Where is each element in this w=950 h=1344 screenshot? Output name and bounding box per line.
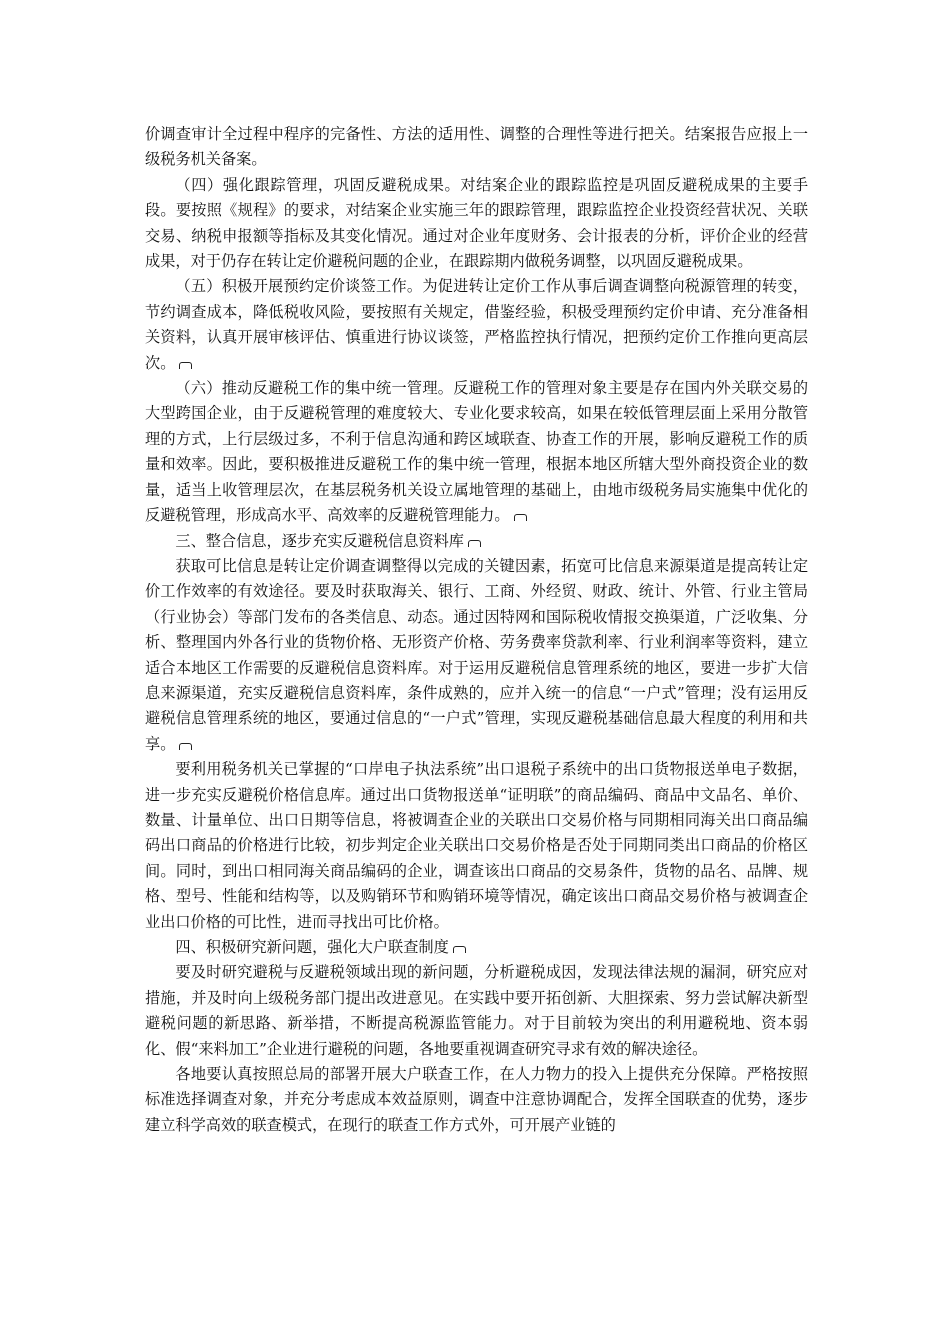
paragraph-mark-icon xyxy=(453,946,466,953)
paragraph-text: 各地要认真按照总局的部署开展大户联查工作，在人力物力的投入上提供充分保障。严格按照标准选择调查对象，并充分考虑成本效益原则，调查中注意协调配合，发挥全国联查的优势，逐步建立科学高效的联查模式，在现行的联查工作方式外，可开展产业链的 xyxy=(145,1065,808,1134)
paragraph xyxy=(145,173,808,275)
paragraph-mark-icon xyxy=(179,362,192,369)
paragraph-mark-icon xyxy=(468,540,481,547)
paragraph-text: 获取可比信息是转让定价调查调整得以完成的关键因素，拓宽可比信息来源渠道是提高转让定价工作效率的有效途径。要及时获取海关、银行、工商、外经贸、财政、统计、外管、行业主管局（行业协会）等部门发布的各类信息、动态。通过因特网和国际税收情报交换渠道，广泛收集、分析、整理国内外各行业的货物价格、无形资产价格、劳务费率贷款利率、行业利润率等资料，建立适合本地区工作需要的反避税信息资料库。对于运用反避税信息管理系统的地区，要进一步扩大信息来源渠道，充实反避税信息资料库，条件成熟的，应并入统一的信息“一户式”管理；没有运用反避税信息管理系统的地区，要通过信息的“一户式”管理，实现反避税基础信息最大程度的利用和共享。 xyxy=(145,556,808,753)
paragraph xyxy=(145,554,808,757)
paragraph xyxy=(145,1062,808,1138)
paragraph xyxy=(145,122,808,173)
document-body xyxy=(145,122,808,1138)
paragraph xyxy=(145,274,808,376)
paragraph-mark-icon xyxy=(179,743,192,750)
paragraph xyxy=(145,376,808,528)
section-heading-text: 四、积极研究新问题，强化大户联查制度 xyxy=(175,938,449,956)
paragraph-text: （六）推动反避税工作的集中统一管理。反避税工作的管理对象主要是存在国内外关联交易的大型跨国企业，由于反避税管理的难度较大、专业化要求较高，如果在较低管理层面上采用分散管理的方式，上行层级过多，不利于信息沟通和跨区域联查、协查工作的开展，影响反避税工作的质量和效率。因此，要积极推进反避税工作的集中统一管理，根据本地区所辖大型外商投资企业的数量，适当上收管理层次，在基层税务机关设立属地管理的基础上，由地市级税务局实施集中优化的反避税管理，形成高水平、高效率的反避税管理能力。 xyxy=(145,379,808,525)
paragraph-text: 价调查审计全过程中程序的完备性、方法的适用性、调整的合理性等进行把关。结案报告应报上一级税务机关备案。 xyxy=(145,125,808,169)
section-heading-text: 三、整合信息，逐步充实反避税信息资料库 xyxy=(175,531,464,550)
paragraph-text: （四）强化跟踪管理，巩固反避税成果。对结案企业的跟踪监控是巩固反避税成果的主要手段。要按照《规程》的要求，对结案企业实施三年的跟踪管理，跟踪监控企业投资经营状况、关联交易、纳税申报额等指标及其变化情况。通过对企业年度财务、会计报表的分析，评价企业的经营成果，对于仍存在转让定价避税问题的企业，在跟踪期内做税务调整，以巩固反避税成果。 xyxy=(145,175,808,271)
paragraph-text: 要利用税务机关已掌握的“口岸电子执法系统”出口退税子系统中的出口货物报送单电子数据，进一步充实反避税价格信息库。通过出口货物报送单“证明联”的商品编码、商品中文品名、单价、数量、计量单位、出口日期等信息，将被调查企业的关联出口交易价格与同期相同海关出口商品编码出口商品的价格进行比较，初步判定企业关联出口交易价格是否处于同期同类出口商品的价格区间。同时，到出口相同海关商品编码的企业，调查该出口商品的交易条件，货物的品名、品牌、规格、型号、性能和结构等，以及购销环节和购销环境等情况，确定该出口商品交易价格与被调查企业出口价格的可比性，进而寻找出可比价格。 xyxy=(145,760,808,931)
paragraph xyxy=(145,757,808,935)
section-heading xyxy=(145,529,808,554)
paragraph-text: （五）积极开展预约定价谈签工作。为促进转让定价工作从事后调查调整向税源管理的转变，节约调查成本，降低税收风险，要按照有关规定，借鉴经验，积极受理预约定价申请、充分准备相关资料，认真开展审核评估、慎重进行协议谈签，严格监控执行情况，把预约定价工作推向更高层次。 xyxy=(145,277,808,372)
paragraph xyxy=(145,960,808,1062)
section-heading xyxy=(145,935,808,960)
paragraph-mark-icon xyxy=(514,514,527,521)
paragraph-text: 要及时研究避税与反避税领域出现的新问题，分析避税成因，发现法律法规的漏洞，研究应对措施，并及时向上级税务部门提出改进意见。在实践中要开拓创新、大胆探索、努力尝试解决新型避税问题的新思路、新举措，不断提高税源监管能力。对于目前较为突出的利用避税地、资本弱化、假“来料加工”企业进行避税的问题，各地要重视调查研究寻求有效的解决途径。 xyxy=(145,963,808,1058)
